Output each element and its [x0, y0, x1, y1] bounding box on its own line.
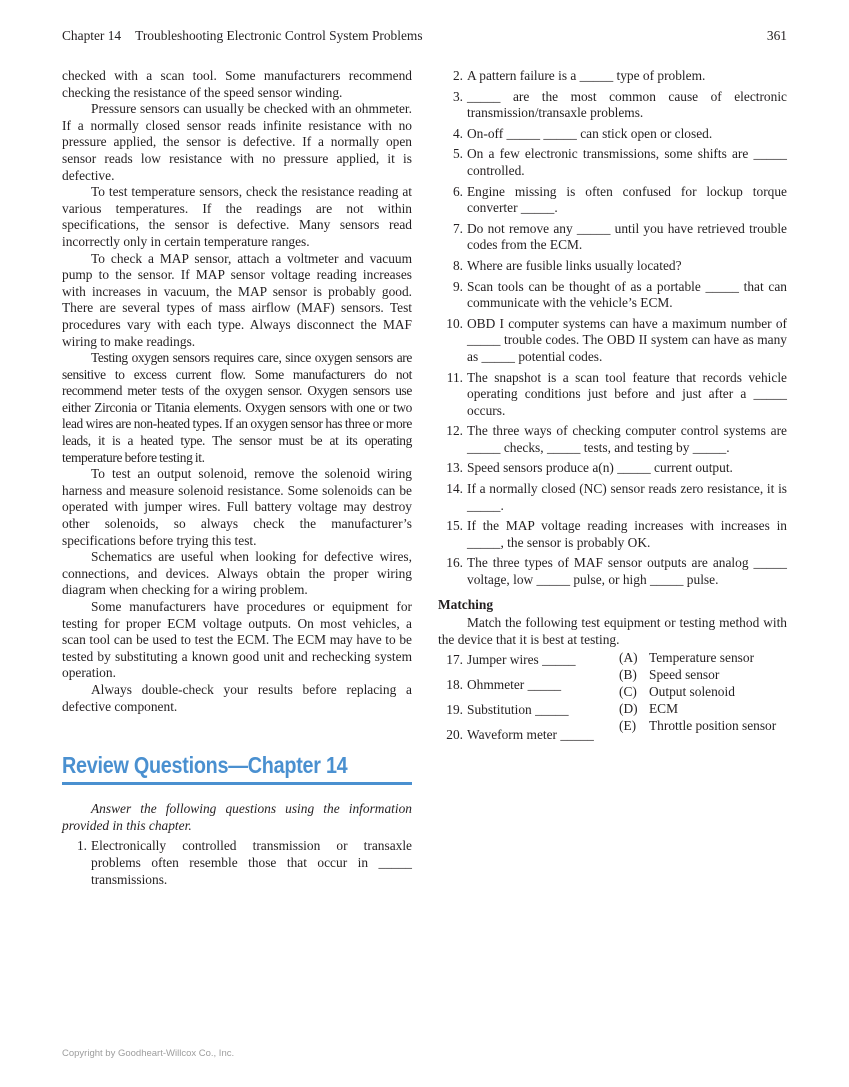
matching-option: [619, 718, 776, 735]
body-paragraph: To test temperature sensors, check the resistance reading at various temperatures. If the readings are not within specifications, the sensor is defective. Many sensors read incorrectly only in certain temperature ranges.: [62, 184, 412, 249]
question-number: 2.: [452, 68, 463, 83]
question-item: [438, 423, 787, 456]
question-text: Do not remove any _____ until you have retrieved trouble codes from the ECM.: [467, 220, 787, 253]
matching-option: [619, 684, 776, 701]
question-item: [62, 838, 412, 888]
running-header: [62, 28, 787, 48]
option-letter: (A): [619, 650, 638, 666]
question-number: 1.: [76, 838, 87, 854]
matching-item-number: 20.: [446, 727, 463, 743]
matching-item: [438, 652, 608, 677]
question-text: If a normally closed (NC) sensor reads zero resistance, it is _____.: [467, 481, 787, 513]
question-item: [438, 460, 787, 477]
question-number: 13.: [446, 460, 463, 476]
question-item: [438, 481, 787, 514]
chapter-heading: [62, 28, 423, 44]
body-paragraph: To check a MAP sensor, attach a voltmeter and vacuum pump to the sensor. If MAP sensor voltage reading increases with increases in vacuum, the MAP sensor is probably good. There are several types of mass airflow (MAF) sensors. Test procedures vary with each type. Always disconnect the MAF wiring to make readings.: [62, 250, 412, 349]
matching-option: [619, 701, 776, 718]
chapter-title: Troubleshooting Electronic Control System Problems: [135, 28, 423, 43]
question-text: Speed sensors produce a(n) _____ current output.: [467, 460, 733, 476]
question-number: 7.: [452, 220, 463, 236]
body-paragraph: Pressure sensors can usually be checked with an ohmmeter. If a normally closed sensor reads infinite resistance with no pressure applied, the sensor is defective. If a normally open sensor reads low resistance with no pressure applied, it is defective.: [62, 101, 412, 183]
option-text: Temperature sensor: [649, 650, 755, 666]
question-number: 15.: [446, 518, 463, 534]
question-text: Electronically controlled transmission or transaxle problems often resemble those that occur in _____ transmissions.: [91, 838, 412, 887]
option-letter: (B): [619, 667, 637, 683]
question-text: _____ are the most common cause of electronic transmission/transaxle problems.: [467, 88, 787, 121]
review-intro: Answer the following questions using the information provided in this chapter.: [62, 801, 412, 833]
matching-section: [438, 652, 787, 752]
question-item: [438, 370, 787, 420]
body-paragraph: Some manufacturers have procedures or equipment for testing for proper ECM voltage outputs. On most vehicles, a scan tool can be used to test the ECM. The ECM may have to be tested by substituting a known good unit and rechecking system operation.: [62, 599, 412, 681]
question-item: [438, 518, 787, 551]
body-paragraph: Always double-check your results before replacing a defective component.: [62, 681, 412, 714]
option-text: Output solenoid: [649, 684, 735, 699]
matching-item-text: Substitution _____: [467, 702, 569, 718]
question-number: 9.: [452, 278, 463, 294]
page-number: 361: [766, 28, 787, 43]
question-number: 10.: [446, 315, 463, 331]
question-text: OBD I computer systems can have a maximum number of _____ trouble codes. The OBD II system can have as many as _____ potential codes.: [467, 315, 787, 364]
question-number: 14.: [446, 481, 463, 497]
option-letter: (E): [619, 717, 637, 733]
body-paragraph: Testing oxygen sensors requires care, since oxygen sensors are sensitive to excess current flow. Some manufacturers do not recommend meter tests of the oxygen sensor. Oxygen sensors use either Zirconia or Titania elements. Oxygen sensors with one or two lead wires are non-heated types. If an oxygen sensor has three or more leads, it is a heated type. The sensor must be at its operating temperature before testing it.: [62, 350, 412, 465]
question-number: 3.: [452, 88, 463, 104]
matching-item-text: Jumper wires _____: [467, 652, 576, 668]
matching-intro: Match the following test equipment or testing method with the device that it is best at testing.: [438, 615, 787, 647]
question-item: [438, 126, 787, 143]
option-text: Throttle position sensor: [649, 717, 777, 733]
matching-item-number: 17.: [446, 652, 463, 668]
question-item: [438, 68, 787, 85]
question-text: Scan tools can be thought of as a portable _____ that can communicate with the vehicle’s ECM.: [467, 278, 787, 311]
body-paragraph: checked with a scan tool. Some manufacturers recommend checking the resistance of the speed sensor winding.: [62, 68, 412, 100]
question-text: On a few electronic transmissions, some shifts are _____ controlled.: [467, 146, 787, 178]
matching-item: [438, 727, 608, 752]
matching-options-list: [619, 650, 776, 734]
left-column: [62, 68, 412, 888]
option-letter: (C): [619, 684, 637, 699]
question-item: [438, 279, 787, 312]
question-item: [438, 555, 787, 588]
question-text: A pattern failure is a _____ type of problem.: [467, 68, 706, 83]
question-item: [438, 221, 787, 254]
right-column: [438, 68, 787, 752]
question-number: 4.: [452, 125, 463, 141]
option-text: ECM: [649, 700, 679, 716]
question-item: [438, 146, 787, 179]
matching-item-number: 18.: [446, 677, 463, 693]
heading-rule-divider: [62, 782, 412, 785]
body-paragraph: To test an output solenoid, remove the solenoid wiring harness and measure solenoid resistance. Some solenoids can be operated with jumper wires. Full battery voltage may destroy other solenoids, so always check the manufacturer’s specifications before trying this test.: [62, 466, 412, 548]
copyright-footer: Copyright by Goodheart-Willcox Co., Inc.: [62, 1048, 235, 1059]
option-text: Speed sensor: [649, 667, 720, 683]
question-number: 12.: [446, 423, 463, 439]
option-letter: (D): [619, 700, 638, 716]
question-item: [438, 89, 787, 122]
question-number: 16.: [446, 555, 463, 571]
body-paragraph: Schematics are useful when looking for defective wires, connections, and devices. Always obtain the proper wiring diagram when checking for a wiring problem.: [62, 549, 412, 598]
matching-item: [438, 677, 608, 702]
question-text: Where are fusible links usually located?: [467, 257, 682, 273]
question-number: 5.: [452, 146, 463, 162]
question-text: Engine missing is often confused for lockup torque converter _____.: [467, 183, 787, 216]
matching-option: [619, 667, 776, 684]
matching-option: [619, 650, 776, 667]
matching-heading: Matching: [438, 596, 494, 612]
matching-item-text: Ohmmeter _____: [467, 677, 562, 693]
question-item: [438, 258, 787, 275]
question-number: 8.: [452, 257, 463, 273]
question-text: The three types of MAF sensor outputs are analog _____ voltage, low _____ pulse, or high _____ pulse.: [467, 555, 787, 588]
question-item: [438, 184, 787, 217]
matching-items-list: [438, 652, 608, 752]
chapter-number: Chapter 14: [62, 28, 122, 43]
question-number: 11.: [446, 369, 463, 385]
review-questions-heading: Review Questions—Chapter 14: [62, 752, 348, 779]
matching-item-text: Waveform meter _____: [467, 727, 594, 743]
question-text: On-off _____ _____ can stick open or closed.: [467, 125, 713, 141]
question-text: The three ways of checking computer control systems are _____ checks, _____ tests, and testing by _____.: [467, 423, 787, 455]
question-text: The snapshot is a scan tool feature that records vehicle operating conditions just before and just after a _____ occurs.: [467, 369, 787, 418]
matching-item: [438, 702, 608, 727]
question-text: If the MAP voltage reading increases with increases in _____, the sensor is probably OK.: [467, 518, 787, 550]
question-item: [438, 316, 787, 366]
question-number: 6.: [452, 183, 463, 199]
matching-item-number: 19.: [446, 702, 463, 718]
